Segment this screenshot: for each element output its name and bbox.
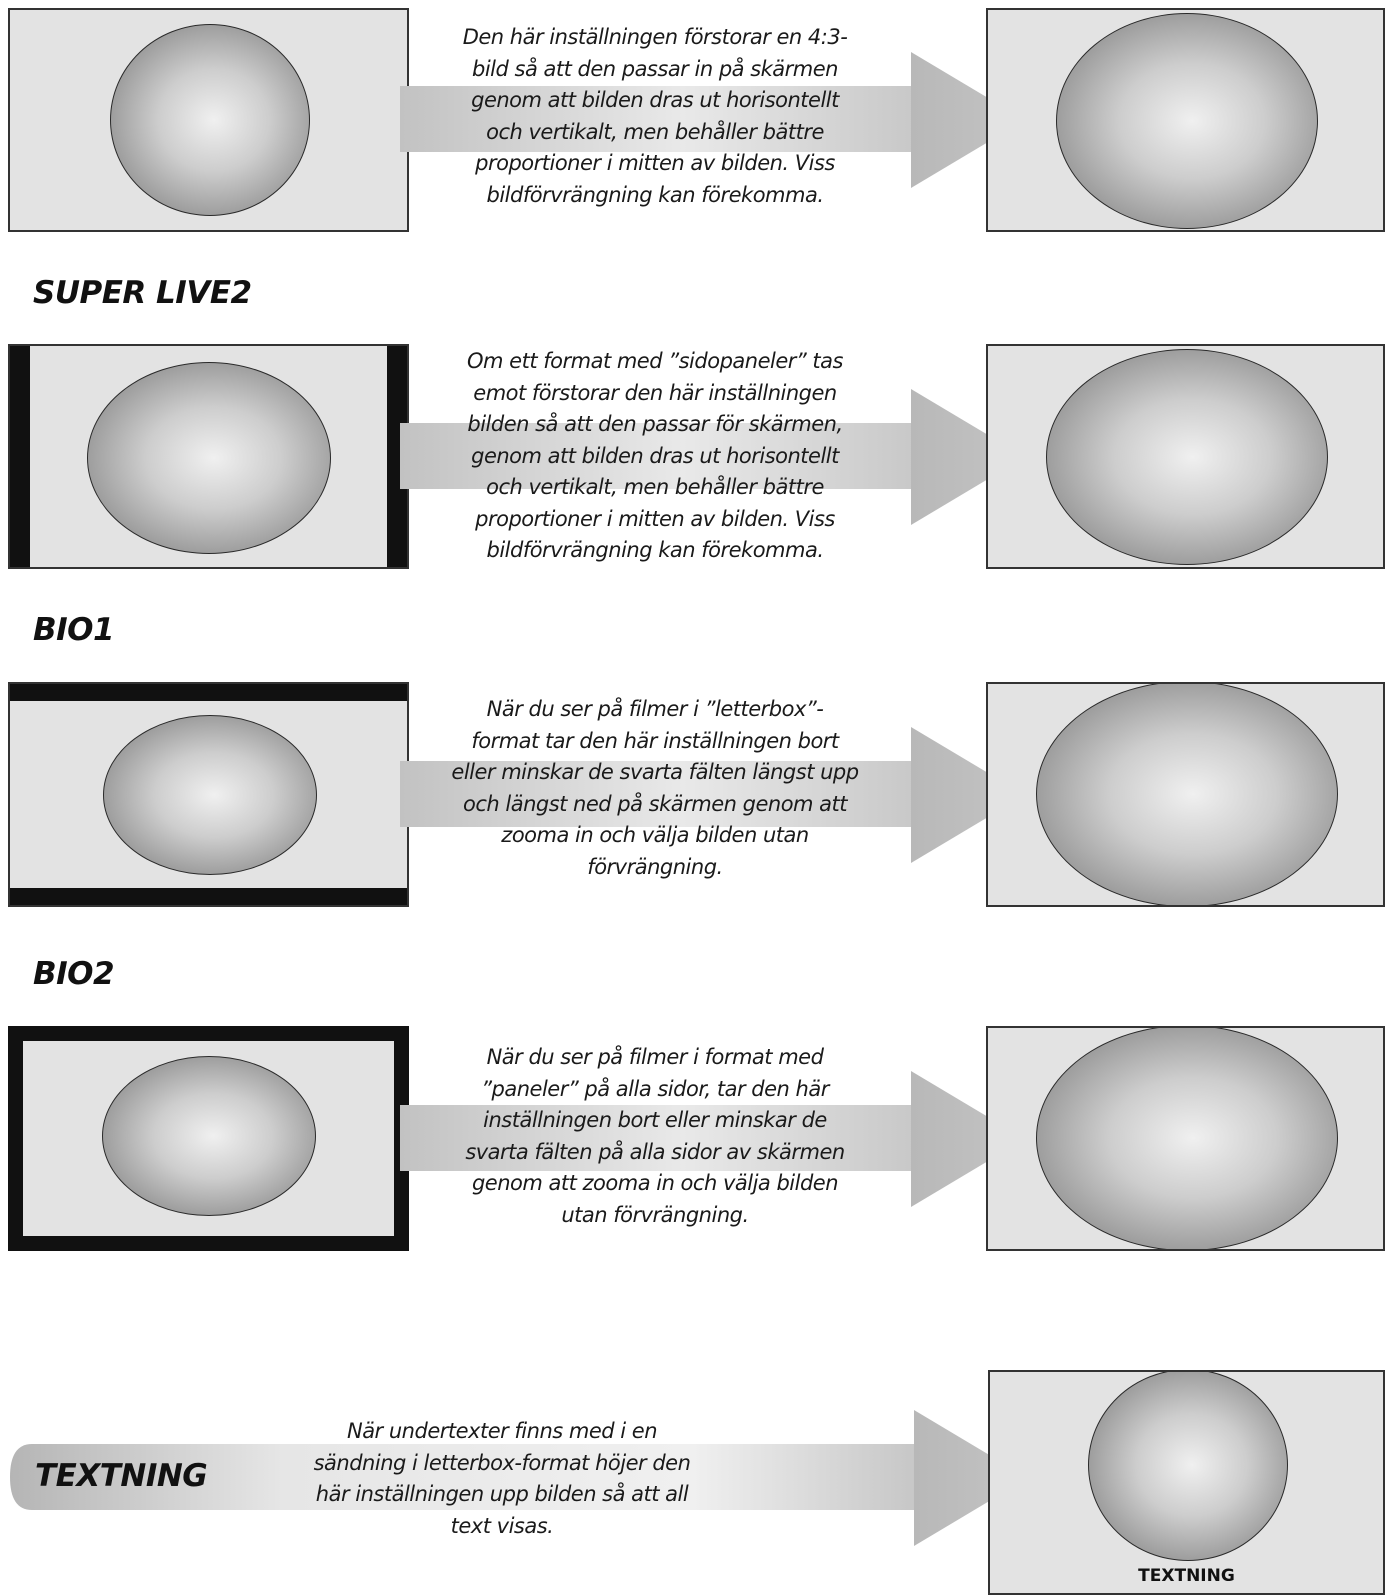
source-picture [87, 362, 331, 554]
result-picture [1036, 1026, 1338, 1251]
source-picture [102, 1056, 316, 1216]
source-screen-boxed [8, 1026, 409, 1251]
source-screen-sidepanels [8, 344, 409, 569]
result-screen [986, 344, 1385, 569]
result-picture [1036, 682, 1338, 907]
section-description: Om ett format med ”sidopaneler” tas emot förstorar den här inställningen bilden så att den passar för skärmen, genom att bilden dras ut horisontellt och vertikalt, men behåller bättre proportioner i mitten av bilden. Viss bildförvrängning kan förekomma. [467, 349, 843, 562]
bottom-letterbox-bar [10, 888, 407, 905]
section-description: Den här inställningen förstorar en 4:3- bild så att den passar in på skärmen genom att bilden dras ut horisontellt och vertikalt, men behåller bättre proportioner i mitten av bilden. Viss bildförvrängning kan förekomma. [462, 25, 848, 207]
result-picture [1088, 1370, 1288, 1561]
result-screen [986, 1026, 1385, 1251]
result-screen-subtitles [988, 1370, 1385, 1595]
left-side-panel [10, 346, 30, 567]
source-screen-letterbox [8, 682, 409, 907]
section-description: När undertexter finns med i en sändning i letterbox-format höjer den här inställningen upp bilden så att all text visas. [313, 1419, 691, 1538]
mode-heading-bio2: BIO2 [33, 956, 115, 992]
result-screen [986, 682, 1385, 907]
source-picture [110, 24, 310, 216]
section-description: När du ser på filmer i ”letterbox”- format tar den här inställningen bort eller minskar de svarta fälten längst upp och längst ned på skärmen genom att zooma in och välja bilden utan förvrängning. [451, 697, 859, 879]
source-screen-4x3 [8, 8, 409, 232]
section-description: När du ser på filmer i format med ”paneler” på alla sidor, tar den här inställningen bort eller minskar de svarta fälten på alla sidor av skärmen genom att zooma in och välja bilden utan förvrängning. [465, 1045, 845, 1227]
result-picture [1056, 13, 1318, 229]
mode-heading-super-live2: SUPER LIVE2 [33, 275, 252, 311]
result-screen [986, 8, 1385, 232]
mode-heading-bio1: BIO1 [33, 612, 115, 648]
mode-heading-textning: TEXTNING [35, 1458, 208, 1494]
top-letterbox-bar [10, 684, 407, 701]
result-picture [1046, 349, 1328, 565]
source-picture [103, 715, 317, 875]
subtitle-caption: TEXTNING [1138, 1566, 1235, 1586]
